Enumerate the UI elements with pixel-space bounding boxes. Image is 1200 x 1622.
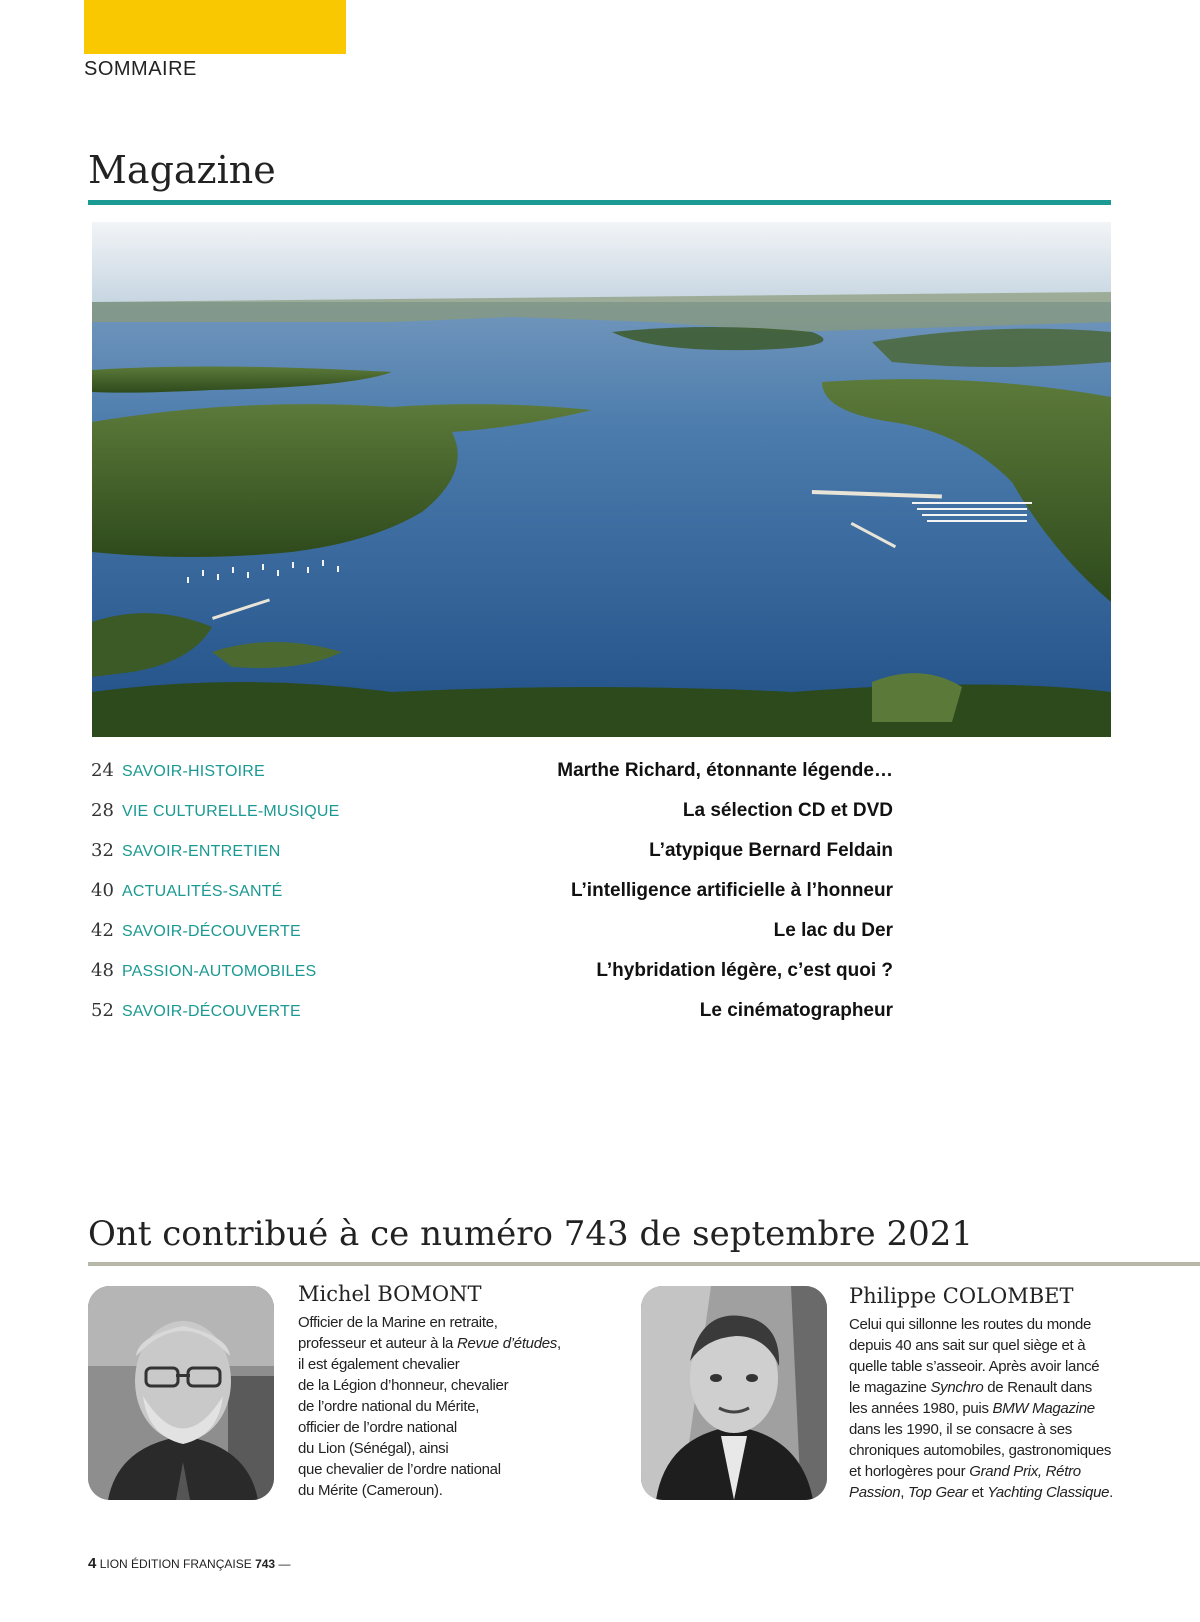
page-title: Magazine: [88, 148, 276, 192]
contributor-bio: [298, 1312, 561, 1501]
bio-line: quelle table s’asseoir. Après avoir lancé: [849, 1358, 1100, 1375]
toc-page-number: 28: [91, 800, 114, 821]
page-footer: [88, 1555, 290, 1572]
toc-entry[interactable]: [91, 840, 893, 880]
bio-line: chroniques automobiles, gastronomiques: [849, 1442, 1112, 1459]
contributor-name: Philippe COLOMBET: [849, 1284, 1074, 1308]
bio-line: il est également chevalier: [298, 1356, 460, 1373]
bio-line: les années 1980, puis BMW Magazine: [849, 1400, 1095, 1417]
toc-page-number: 52: [91, 1000, 114, 1021]
footer-publication: LION ÉDITION FRANÇAISE: [99, 1557, 252, 1571]
contributors-divider: [88, 1262, 1200, 1266]
bio-line: officier de l’ordre national: [298, 1419, 457, 1436]
toc-title: La sélection CD et DVD: [682, 800, 893, 821]
toc-rubric: SAVOIR-HISTOIRE: [122, 763, 265, 780]
toc-title: Le cinématographeur: [699, 1000, 893, 1021]
toc-title: L’hybridation légère, c’est quoi ?: [596, 960, 893, 981]
bio-line: que chevalier de l’ordre national: [298, 1461, 501, 1478]
bio-line: du Lion (Sénégal), ainsi: [298, 1440, 449, 1457]
toc-entry[interactable]: [91, 920, 893, 960]
bio-line: Officier de la Marine en retraite,: [298, 1314, 498, 1331]
footer-dash: —: [278, 1557, 291, 1571]
yellow-header-tab: [84, 0, 346, 54]
lake-aerial-photo-icon: [92, 222, 1111, 737]
bio-line: depuis 40 ans sait sur quel siège et à: [849, 1337, 1086, 1354]
toc-rubric: SAVOIR-DÉCOUVERTE: [122, 1003, 301, 1020]
toc-rubric: SAVOIR-DÉCOUVERTE: [122, 923, 301, 940]
toc-rubric: ACTUALITÉS-SANTÉ: [122, 883, 283, 900]
contributor-bio: [849, 1314, 1113, 1503]
table-of-contents: [91, 760, 893, 1040]
toc-page-number: 32: [91, 840, 114, 861]
bio-line: professeur et auteur à la Revue d’études,: [298, 1335, 561, 1352]
section-label: SOMMAIRE: [84, 58, 197, 80]
toc-entry[interactable]: [91, 800, 893, 840]
contributors-heading: Ont contribué à ce numéro 743 de septembre 2021: [88, 1214, 973, 1254]
toc-rubric: VIE CULTURELLE-MUSIQUE: [122, 803, 340, 820]
contributor-name: Michel BOMONT: [298, 1282, 482, 1306]
toc-entry[interactable]: [91, 960, 893, 1000]
contributor-portrait-colombet: [641, 1286, 827, 1500]
bio-line: dans les 1990, il se consacre à ses: [849, 1421, 1072, 1438]
toc-page-number: 40: [91, 880, 114, 901]
bio-line: de la Légion d’honneur, chevalier: [298, 1377, 509, 1394]
toc-title: Le lac du Der: [773, 920, 893, 941]
bio-line: Passion, Top Gear et Yachting Classique.: [849, 1484, 1114, 1501]
toc-rubric: SAVOIR-ENTRETIEN: [122, 843, 281, 860]
toc-title: L’intelligence artificielle à l’honneur: [570, 880, 893, 901]
toc-entry[interactable]: [91, 880, 893, 920]
toc-entry[interactable]: [91, 1000, 893, 1040]
toc-entry[interactable]: [91, 760, 893, 800]
toc-rubric: PASSION-AUTOMOBILES: [122, 963, 317, 980]
footer-page-number: 4: [88, 1555, 97, 1572]
bio-line: de l’ordre national du Mérite,: [298, 1398, 480, 1415]
bio-line: et horlogères pour Grand Prix, Rétro: [849, 1463, 1081, 1480]
footer-issue: 743: [255, 1557, 276, 1571]
toc-page-number: 24: [91, 760, 114, 781]
title-divider: [88, 200, 1111, 205]
toc-title: L’atypique Bernard Feldain: [649, 840, 893, 861]
toc-page-number: 42: [91, 920, 114, 941]
bio-line: le magazine Synchro de Renault dans: [849, 1379, 1093, 1396]
toc-title: Marthe Richard, étonnante légende…: [557, 760, 893, 781]
contributor-portrait-bomont: [88, 1286, 274, 1500]
bio-line: du Mérite (Cameroun).: [298, 1482, 443, 1499]
bio-line: Celui qui sillonne les routes du monde: [849, 1316, 1092, 1333]
toc-page-number: 48: [91, 960, 114, 981]
